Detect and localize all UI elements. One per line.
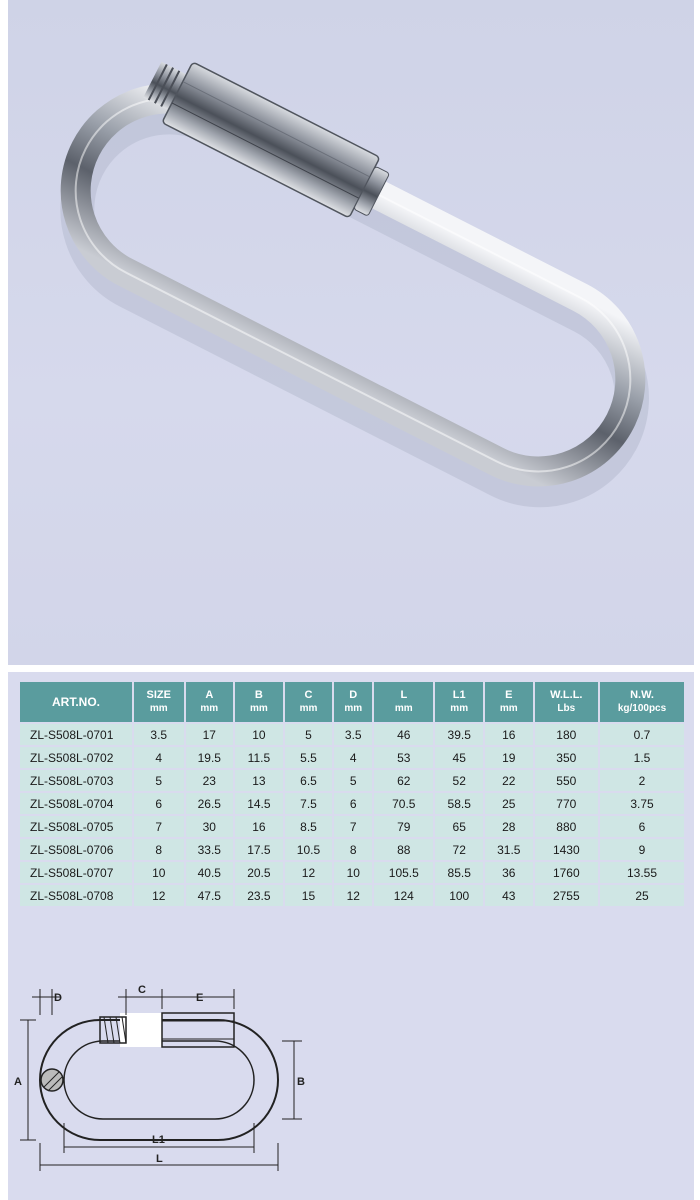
table-row [20, 816, 684, 837]
cell-art-no: ZL-S508L-0701 [20, 724, 132, 745]
table-cell: 11.5 [235, 747, 283, 768]
table-cell: 5 [134, 770, 184, 791]
cell-art-no: ZL-S508L-0708 [20, 885, 132, 906]
header-wll: W.L.L. Lbs [535, 682, 598, 722]
table-cell: 47.5 [186, 885, 234, 906]
table-cell: 6 [134, 793, 184, 814]
table-cell: 2 [600, 770, 684, 791]
table-cell: 6 [600, 816, 684, 837]
dim-label-e: E [196, 992, 204, 1004]
table-cell: 19.5 [186, 747, 234, 768]
header-nw: N.W. kg/100pcs [600, 682, 684, 722]
table-cell: 770 [535, 793, 598, 814]
table-cell: 23.5 [235, 885, 283, 906]
dim-label-d: D [54, 992, 62, 1004]
table-cell: 40.5 [186, 862, 234, 883]
table-cell: 3.5 [134, 724, 184, 745]
table-cell: 7.5 [285, 793, 333, 814]
cell-art-no: ZL-S508L-0703 [20, 770, 132, 791]
table-row [20, 770, 684, 791]
table-cell: 12 [134, 885, 184, 906]
table-cell: 8 [134, 839, 184, 860]
header-e: E mm [485, 682, 533, 722]
dimension-drawing [10, 975, 310, 1175]
table-cell: 5 [285, 724, 333, 745]
table-row [20, 724, 684, 745]
table-cell: 12 [334, 885, 372, 906]
table-cell: 1430 [535, 839, 598, 860]
cell-art-no: ZL-S508L-0702 [20, 747, 132, 768]
dim-label-a: A [14, 1076, 22, 1088]
table-cell: 26.5 [186, 793, 234, 814]
table-cell: 16 [485, 724, 533, 745]
table-cell: 1760 [535, 862, 598, 883]
cell-art-no: ZL-S508L-0704 [20, 793, 132, 814]
table-row [20, 839, 684, 860]
table-row [20, 862, 684, 883]
table-cell: 52 [435, 770, 483, 791]
table-cell: 5.5 [285, 747, 333, 768]
table-cell: 36 [485, 862, 533, 883]
header-a: A mm [186, 682, 234, 722]
table-cell: 124 [374, 885, 433, 906]
table-cell: 180 [535, 724, 598, 745]
table-cell: 1.5 [600, 747, 684, 768]
table-cell: 19 [485, 747, 533, 768]
dim-label-b: B [297, 1076, 305, 1088]
table-cell: 58.5 [435, 793, 483, 814]
cell-art-no: ZL-S508L-0706 [20, 839, 132, 860]
header-d: D mm [334, 682, 372, 722]
table-cell: 20.5 [235, 862, 283, 883]
table-cell: 15 [285, 885, 333, 906]
spec-table [18, 680, 686, 908]
table-cell: 2755 [535, 885, 598, 906]
header-l: L mm [374, 682, 433, 722]
table-cell: 8 [334, 839, 372, 860]
table-cell: 4 [134, 747, 184, 768]
table-cell: 10 [134, 862, 184, 883]
table-cell: 39.5 [435, 724, 483, 745]
table-row [20, 885, 684, 906]
table-cell: 16 [235, 816, 283, 837]
table-cell: 8.5 [285, 816, 333, 837]
table-cell: 550 [535, 770, 598, 791]
table-cell: 46 [374, 724, 433, 745]
table-cell: 33.5 [186, 839, 234, 860]
table-cell: 14.5 [235, 793, 283, 814]
table-cell: 13.55 [600, 862, 684, 883]
table-cell: 17.5 [235, 839, 283, 860]
table-cell: 3.75 [600, 793, 684, 814]
table-cell: 6.5 [285, 770, 333, 791]
table-cell: 7 [134, 816, 184, 837]
table-cell: 10.5 [285, 839, 333, 860]
table-cell: 30 [186, 816, 234, 837]
table-cell: 62 [374, 770, 433, 791]
header-b: B mm [235, 682, 283, 722]
table-cell: 28 [485, 816, 533, 837]
table-cell: 23 [186, 770, 234, 791]
table-cell: 25 [485, 793, 533, 814]
spec-table-body [20, 724, 684, 906]
table-cell: 79 [374, 816, 433, 837]
table-cell: 53 [374, 747, 433, 768]
table-cell: 105.5 [374, 862, 433, 883]
header-art-no: ART.NO. [20, 682, 132, 722]
table-cell: 13 [235, 770, 283, 791]
table-cell: 43 [485, 885, 533, 906]
table-cell: 70.5 [374, 793, 433, 814]
table-cell: 9 [600, 839, 684, 860]
table-cell: 45 [435, 747, 483, 768]
table-cell: 0.7 [600, 724, 684, 745]
table-cell: 17 [186, 724, 234, 745]
table-cell: 3.5 [334, 724, 372, 745]
table-header-row [20, 682, 684, 722]
table-cell: 5 [334, 770, 372, 791]
table-row [20, 747, 684, 768]
table-cell: 88 [374, 839, 433, 860]
table-cell: 10 [235, 724, 283, 745]
header-size: SIZE mm [134, 682, 184, 722]
table-cell: 65 [435, 816, 483, 837]
header-l1: L1 mm [435, 682, 483, 722]
cell-art-no: ZL-S508L-0707 [20, 862, 132, 883]
table-cell: 350 [535, 747, 598, 768]
table-row [20, 793, 684, 814]
header-c: C mm [285, 682, 333, 722]
dim-label-l: L [156, 1153, 163, 1165]
table-cell: 85.5 [435, 862, 483, 883]
table-cell: 22 [485, 770, 533, 791]
table-cell: 25 [600, 885, 684, 906]
table-cell: 4 [334, 747, 372, 768]
table-cell: 880 [535, 816, 598, 837]
table-cell: 7 [334, 816, 372, 837]
table-cell: 6 [334, 793, 372, 814]
dim-label-l1: L1 [152, 1134, 165, 1146]
table-cell: 12 [285, 862, 333, 883]
table-cell: 72 [435, 839, 483, 860]
cell-art-no: ZL-S508L-0705 [20, 816, 132, 837]
table-cell: 10 [334, 862, 372, 883]
table-cell: 31.5 [485, 839, 533, 860]
product-photo [8, 0, 694, 665]
dim-label-c: C [138, 984, 146, 996]
quick-link-illustration [8, 0, 694, 665]
table-cell: 100 [435, 885, 483, 906]
